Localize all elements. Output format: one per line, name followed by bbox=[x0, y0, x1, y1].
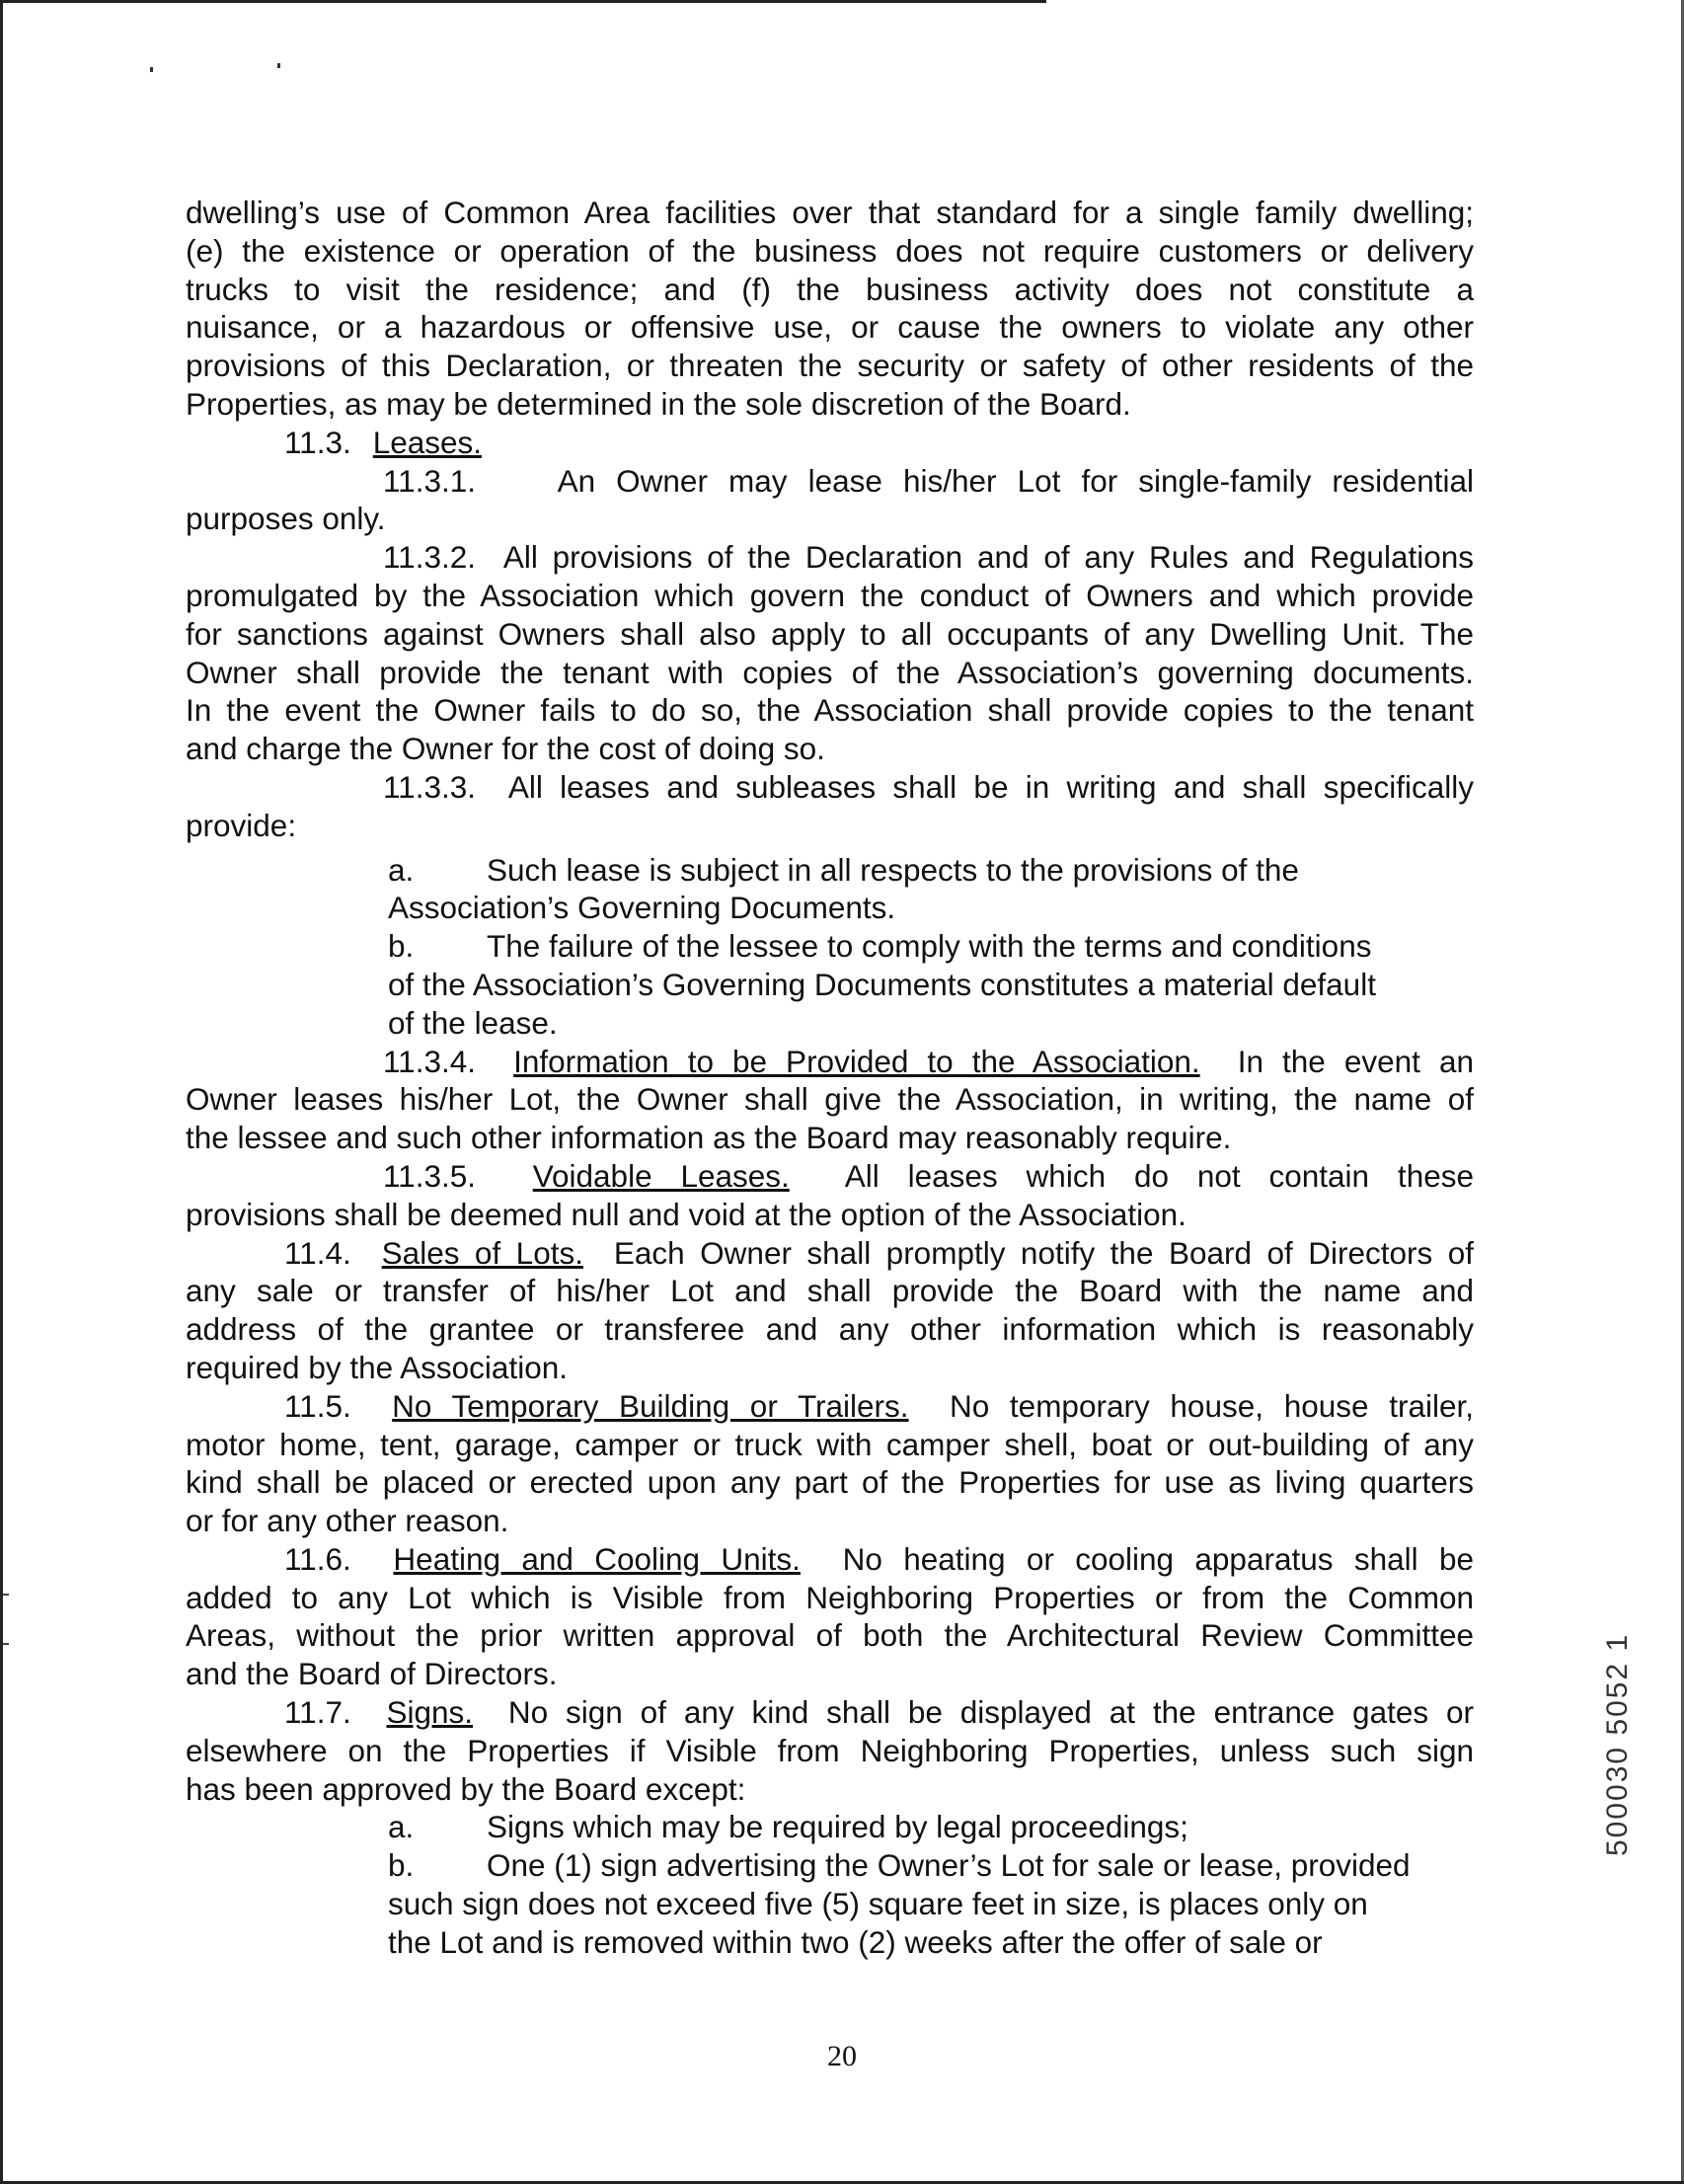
section-11-3-5 bbox=[186, 1157, 1474, 1196]
text-line: Areas, without the prior written approval of both the Architectural Review Committee bbox=[186, 1617, 1474, 1654]
section-text: No heating or cooling apparatus shall be bbox=[842, 1540, 1474, 1577]
text-line: Owner leases his/her Lot, the Owner shall give the Association, in writing, the name of bbox=[186, 1081, 1474, 1118]
text-line: In the event the Owner fails to do so, the Association shall provide copies to the tenant bbox=[186, 692, 1474, 729]
text-line: provisions shall be deemed null and void at the option of the Association. bbox=[186, 1196, 1186, 1232]
section-11-7 bbox=[186, 1693, 1474, 1732]
section-11-6 bbox=[186, 1540, 1474, 1579]
text-line: (e) the existence or operation of the business does not require customers or delivery bbox=[186, 232, 1474, 269]
section-number: 11.5. bbox=[284, 1387, 351, 1424]
text-line: any sale or transfer of his/her Lot and shall provide the Board with the name and bbox=[186, 1273, 1474, 1309]
text-line: has been approved by the Board except: bbox=[186, 1770, 746, 1807]
section-text: In the event an bbox=[1237, 1043, 1474, 1079]
list-item-cont: the Lot and is removed within two (2) weeks after the offer of sale or bbox=[388, 1923, 1323, 1960]
section-11-5 bbox=[186, 1387, 1474, 1426]
section-title: No Temporary Building or Trailers. bbox=[392, 1387, 909, 1424]
text-line: trucks to visit the residence; and (f) the business activity does not constitute a bbox=[186, 271, 1474, 307]
document-body bbox=[186, 194, 1474, 1962]
text-line: provisions of this Declaration, or threaten the security or safety of other residents of the bbox=[186, 348, 1474, 384]
page-number: 20 bbox=[827, 2040, 857, 2072]
list-text: The failure of the lessee to comply with the terms and conditions bbox=[487, 928, 1372, 965]
text-line: purposes only. bbox=[186, 501, 386, 537]
section-text: No temporary house, house trailer, bbox=[949, 1387, 1474, 1424]
text-line: required by the Association. bbox=[186, 1349, 568, 1385]
section-11-3-3 bbox=[186, 768, 1474, 807]
text-line: for sanctions against Owners shall also apply to all occupants of any Dwelling Unit. The bbox=[186, 615, 1474, 652]
list-text: Such lease is subject in all respects to the provisions of the bbox=[487, 851, 1299, 888]
text-line: dwelling’s use of Common Area facilities over that standard for a single family dwelling; bbox=[186, 195, 1474, 230]
list-item-cont: of the Association’s Governing Documents constitutes a material default bbox=[388, 966, 1376, 1002]
section-title: Voidable Leases. bbox=[532, 1157, 790, 1194]
section-title: Signs. bbox=[386, 1694, 474, 1731]
text-line: and charge the Owner for the cost of doing so. bbox=[186, 731, 825, 767]
list-item bbox=[186, 927, 1474, 966]
section-text: All provisions of the Declaration and of any Rules and Regulations bbox=[502, 539, 1474, 576]
section-11-3-2 bbox=[186, 538, 1474, 577]
section-number: 11.7. bbox=[284, 1694, 351, 1731]
section-11-4 bbox=[186, 1234, 1474, 1273]
text-line: promulgated by the Association which govern the conduct of Owners and which provide bbox=[186, 577, 1474, 613]
text-line: Owner shall provide the tenant with copies of the Association’s governing documents. bbox=[186, 654, 1474, 690]
list-text: One (1) sign advertising the Owner’s Lot for sale or lease, provided bbox=[487, 1847, 1411, 1884]
section-number: 11.3.3. bbox=[383, 768, 476, 805]
text-line: elsewhere on the Properties if Visible from Neighboring Properties, unless such sign bbox=[186, 1732, 1474, 1768]
section-number: 11.3.2. bbox=[383, 539, 476, 576]
list-item-cont: of the lease. bbox=[388, 1004, 558, 1041]
scan-border-left bbox=[0, 0, 3, 2184]
list-item bbox=[186, 851, 1474, 890]
list-item-cont: such sign does not exceed five (5) square feet in size, is places only on bbox=[388, 1886, 1368, 1922]
scan-speck bbox=[150, 67, 153, 72]
text-line: address of the grantee or transferee and any other information which is reasonably bbox=[186, 1311, 1474, 1348]
section-text: All leases which do not contain these bbox=[844, 1157, 1474, 1194]
scan-mark bbox=[3, 1643, 9, 1645]
recording-stamp: 500030 5052 1 bbox=[1601, 1632, 1634, 1856]
section-11-3-4 bbox=[186, 1043, 1474, 1081]
scan-mark bbox=[3, 1594, 9, 1596]
section-title: Information to be Provided to the Association. bbox=[513, 1043, 1200, 1079]
list-text: Signs which may be required by legal proceedings; bbox=[487, 1809, 1188, 1845]
text-line: nuisance, or a hazardous or offensive use, or cause the owners to violate any other bbox=[186, 309, 1474, 346]
list-item-cont: Association’s Governing Documents. bbox=[388, 890, 896, 926]
text-line: added to any Lot which is Visible from Neighboring Properties or from the Common bbox=[186, 1579, 1474, 1615]
section-text: An Owner may lease his/her Lot for single-family residential bbox=[557, 462, 1474, 499]
list-letter: a. bbox=[388, 1809, 415, 1845]
section-number: 11.3. bbox=[284, 424, 351, 460]
list-item bbox=[186, 1808, 1474, 1846]
section-number: 11.4. bbox=[284, 1234, 351, 1271]
scan-border-top bbox=[0, 0, 1046, 3]
text-line: provide: bbox=[186, 807, 297, 843]
section-number: 11.3.4. bbox=[383, 1043, 476, 1079]
section-text: All leases and subleases shall be in writing and shall specifically bbox=[507, 768, 1475, 805]
text-line: the lessee and such other information as the Board may reasonably require. bbox=[186, 1120, 1232, 1156]
text-line: and the Board of Directors. bbox=[186, 1656, 558, 1692]
section-number: 11.3.1. bbox=[383, 462, 476, 499]
section-heading-11-3 bbox=[186, 424, 1474, 462]
section-number: 11.6. bbox=[284, 1540, 351, 1577]
text-line: kind shall be placed or erected upon any part of the Properties for use as living quarters bbox=[186, 1464, 1474, 1501]
text-line: motor home, tent, garage, camper or truck with camper shell, boat or out-building of any bbox=[186, 1426, 1474, 1462]
section-title: Leases. bbox=[372, 424, 483, 460]
list-item bbox=[186, 1846, 1474, 1885]
list-letter: b. bbox=[388, 1847, 415, 1884]
text-line: or for any other reason. bbox=[186, 1503, 509, 1539]
scan-speck bbox=[277, 63, 280, 68]
list-letter: b. bbox=[388, 928, 415, 965]
section-title: Heating and Cooling Units. bbox=[393, 1540, 801, 1577]
section-number: 11.3.5. bbox=[383, 1157, 476, 1194]
list-letter: a. bbox=[388, 851, 415, 888]
section-11-3-1 bbox=[186, 462, 1474, 501]
section-text: No sign of any kind shall be displayed at the entrance gates or bbox=[507, 1694, 1474, 1731]
section-title: Sales of Lots. bbox=[381, 1234, 583, 1271]
text-line: Properties, as may be determined in the sole discretion of the Board. bbox=[186, 385, 1131, 422]
section-text: Each Owner shall promptly notify the Board of Directors of bbox=[613, 1234, 1474, 1271]
